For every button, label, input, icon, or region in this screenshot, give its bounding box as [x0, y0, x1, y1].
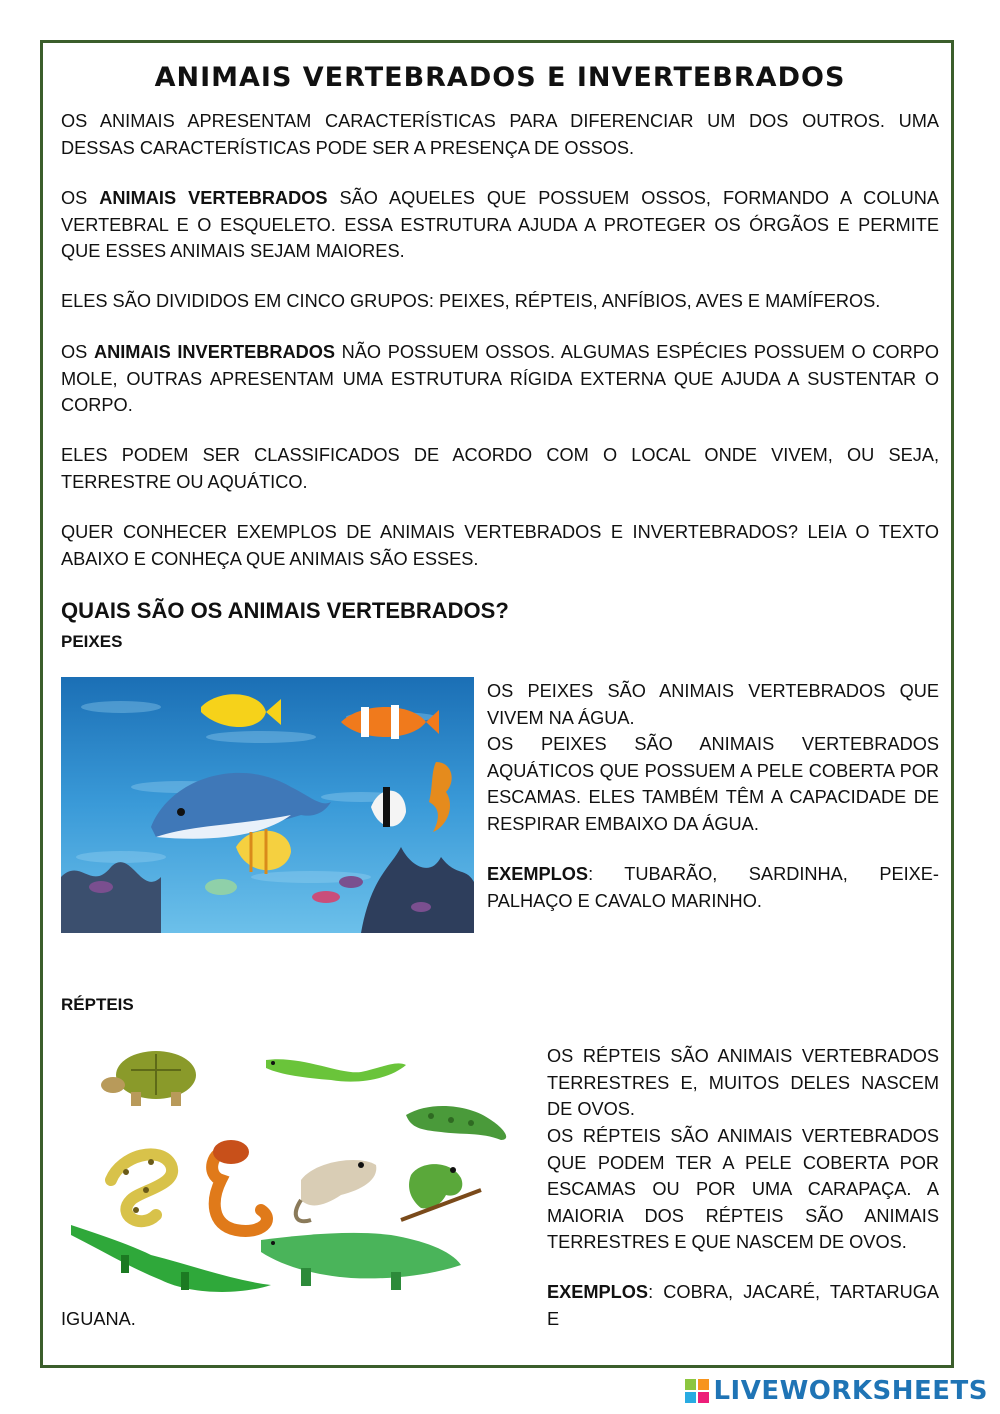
intro-paragraph-5: ELES PODEM SER CLASSIFICADOS DE ACORDO COM O LOCAL ONDE VIVEM, OU SEJA, TERRESTRE OU AQUÁTICO.	[61, 445, 939, 492]
intro-paragraph-4: OS ANIMAIS INVERTEBRADOS NÃO POSSUEM OSSOS. ALGUMAS ESPÉCIES POSSUEM O CORPO MOLE, OUTRAS APRESENTAM UMA ESTRUTURA RÍGIDA EXTERNA QUE AJUDA A SUSTENTAR O CORPO.	[61, 342, 939, 416]
fish-illustration	[61, 677, 474, 933]
peixes-text-1: OS PEIXES SÃO ANIMAIS VERTEBRADOS QUE VIVEM NA ÁGUA.	[487, 681, 939, 728]
intro-paragraph-6: QUER CONHECER EXEMPLOS DE ANIMAIS VERTEBRADOS E INVERTEBRADOS? LEIA O TEXTO ABAIXO E CONHEÇA QUE ANIMAIS SÃO ESSES.	[61, 522, 939, 569]
intro-paragraph-2: OS ANIMAIS VERTEBRADOS SÃO AQUELES QUE POSSUEM OSSOS, FORMANDO A COLUNA VERTEBRAL E O ESQUELETO. ESSA ESTRUTURA AJUDA A PROTEGER OS ÓRGÃOS E PERMITE QUE ESSES ANIMAIS SEJAM MAIORES.	[61, 188, 939, 262]
peixes-text-2: OS PEIXES SÃO ANIMAIS VERTEBRADOS AQUÁTICOS QUE POSSUEM A PELE COBERTA POR ESCAMAS. ELES TAMBÉM TÊM A CAPACIDADE DE RESPIRAR EMBAIXO DA ÁGUA.	[487, 734, 939, 834]
repteis-heading: RÉPTEIS	[61, 995, 134, 1014]
bold-term-vertebrados: ANIMAIS VERTEBRADOS	[99, 188, 328, 208]
intro-paragraph-3: ELES SÃO DIVIDIDOS EM CINCO GRUPOS: PEIXES, RÉPTEIS, ANFÍBIOS, AVES E MAMÍFEROS.	[61, 291, 881, 311]
repteis-text-1: OS RÉPTEIS SÃO ANIMAIS VERTEBRADOS TERRESTRES E, MUITOS DELES NASCEM DE OVOS.	[547, 1046, 939, 1120]
page-title: ANIMAIS VERTEBRADOS E INVERTEBRADOS	[154, 62, 846, 93]
liveworksheets-logo	[685, 1376, 988, 1406]
logo-squares-icon	[685, 1379, 709, 1403]
repteis-examples: EXEMPLOS: COBRA, JACARÉ, TARTARUGA E	[547, 1282, 939, 1329]
bold-term-invertebrados: ANIMAIS INVERTEBRADOS	[93, 342, 336, 362]
repteis-examples-tail: IGUANA.	[61, 1309, 136, 1329]
intro-paragraph-1: OS ANIMAIS APRESENTAM CARACTERÍSTICAS PARA DIFERENCIAR UM DOS OUTROS. UMA DESSAS CARACTERÍSTICAS PODE SER A PRESENÇA DE OSSOS.	[61, 111, 939, 158]
reptiles-illustration	[61, 1040, 521, 1310]
repteis-text-2: OS RÉPTEIS SÃO ANIMAIS VERTEBRADOS QUE PODEM TER A PELE COBERTA POR ESCAMAS OU POR UMA CARAPAÇA. A MAIORIA DOS RÉPTEIS SÃO ANIMAIS TERRESTRES E QUE NASCEM DE OVOS.	[547, 1126, 939, 1253]
logo-wordmark: LIVEWORKSHEETS	[713, 1376, 988, 1406]
peixes-examples: EXEMPLOS: TUBARÃO, SARDINHA, PEIXE-PALHAÇO E CAVALO MARINHO.	[487, 864, 939, 911]
peixes-heading: PEIXES	[61, 632, 123, 651]
section-heading: QUAIS SÃO OS ANIMAIS VERTEBRADOS?	[61, 598, 509, 623]
